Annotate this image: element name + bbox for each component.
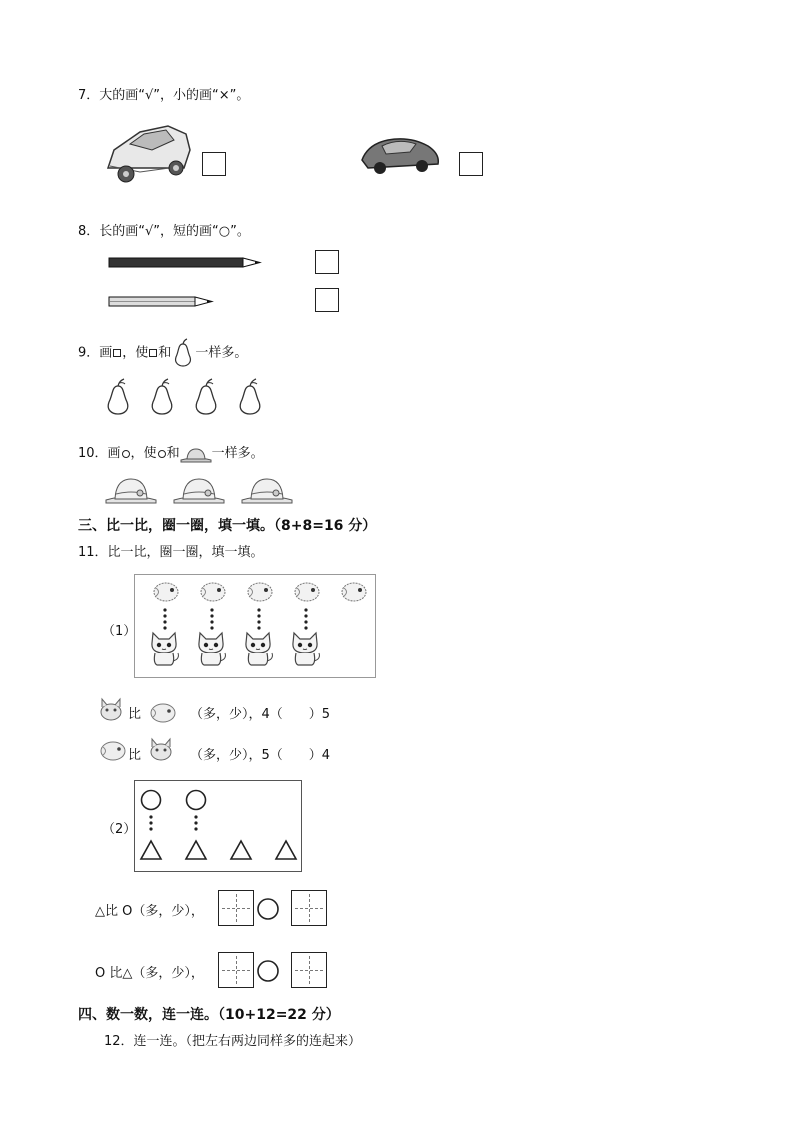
shape-area [135,781,301,871]
compare-4-text: O 比△（多，少）， [95,966,204,981]
answer-grid-3a[interactable] [218,890,254,926]
question-11-text: 11．比一比，圈一圈，填一填。 [78,545,264,560]
dotted-line [209,607,215,629]
circle-symbol-4 [257,960,279,982]
q9-mid: ，使 [122,345,149,361]
question-9-line [78,339,247,367]
fish-cat-frame [134,574,376,678]
hat-icon [172,474,226,506]
compare-2-bi: 比 [128,748,142,763]
hat-row [104,474,304,508]
compare-3-text: △比 O（多，少）， [95,904,204,919]
answer-grid-3b[interactable] [291,890,327,926]
pear-row [104,378,274,418]
fish-icon-compare-1 [148,700,180,726]
circle-shape [185,789,207,811]
triangle-shape [184,839,208,861]
fish-icon-compare-2 [98,738,130,764]
dotted-line [148,814,154,834]
fish-icon [292,579,322,605]
answer-grid-4b[interactable] [291,952,327,988]
cat-icon [288,631,322,667]
compare-1-answer: （多，少），4（ ）5 [190,707,331,722]
pear-icon [192,378,220,416]
section-4-title: 四、数一数，连一连。（10+12=22 分） [78,1007,340,1023]
pear-icon-inline [171,339,195,367]
fish-icon [339,579,369,605]
hat-icon [104,474,158,506]
answer-box-small-car[interactable] [459,152,483,176]
dotted-line [162,607,168,629]
answer-box-long-pencil[interactable] [315,250,339,274]
triangle-shape [274,839,298,861]
answer-grid-4a[interactable] [218,952,254,988]
q9-prefix: 9．画 [78,345,113,361]
compare-2-answer: （多，少），5（ ）4 [190,748,331,763]
hat-icon-inline [180,445,212,463]
pear-icon [104,378,132,416]
small-car-image [358,130,442,180]
question-10-line [78,442,264,463]
long-pencil-image [108,256,263,270]
q10-mid2: 和 [166,446,180,461]
fish-icon [198,579,228,605]
cat-icon-compare-1 [96,696,126,724]
square-symbol-2 [149,349,157,357]
answer-box-big-car[interactable] [202,152,226,176]
triangle-shape [139,839,163,861]
fish-icon [245,579,275,605]
circle-symbol-2 [158,450,166,458]
q9-suffix: 一样多。 [195,345,248,361]
big-car-image [100,110,192,192]
cat-icon [241,631,275,667]
dotted-line [193,814,199,834]
dotted-line [303,607,309,629]
fish-cat-area [135,575,375,677]
hat-icon [240,474,294,506]
cat-icon [147,631,181,667]
part-1-label: （1） [102,624,137,639]
pear-icon [148,378,176,416]
triangle-shape [229,839,253,861]
question-8-text: 8．长的画“√”，短的画“○”。 [78,224,250,239]
q10-prefix: 10．画 [78,446,121,461]
cat-icon [194,631,228,667]
dotted-line [256,607,262,629]
question-7-text: 7．大的画“√”，小的画“×”。 [78,88,250,103]
circle-symbol-3 [257,898,279,920]
pear-icon [236,378,264,416]
section-3-title: 三、比一比，圈一圈，填一填。（8+8=16 分） [78,518,377,534]
q10-suffix: 一样多。 [211,446,264,461]
circle-triangle-frame [134,780,302,872]
part-2-label: （2） [102,822,137,837]
square-symbol [113,349,121,357]
cat-icon-compare-2 [146,736,176,764]
compare-1-bi: 比 [128,707,142,722]
short-pencil-image [108,295,214,309]
circle-symbol [122,450,130,458]
circle-shape [140,789,162,811]
q9-mid2: 和 [158,345,172,361]
question-12-text: 12．连一连。（把左右两边同样多的连起来） [104,1034,362,1049]
fish-icon [151,579,181,605]
q10-mid: ，使 [130,446,157,461]
answer-box-short-pencil[interactable] [315,288,339,312]
